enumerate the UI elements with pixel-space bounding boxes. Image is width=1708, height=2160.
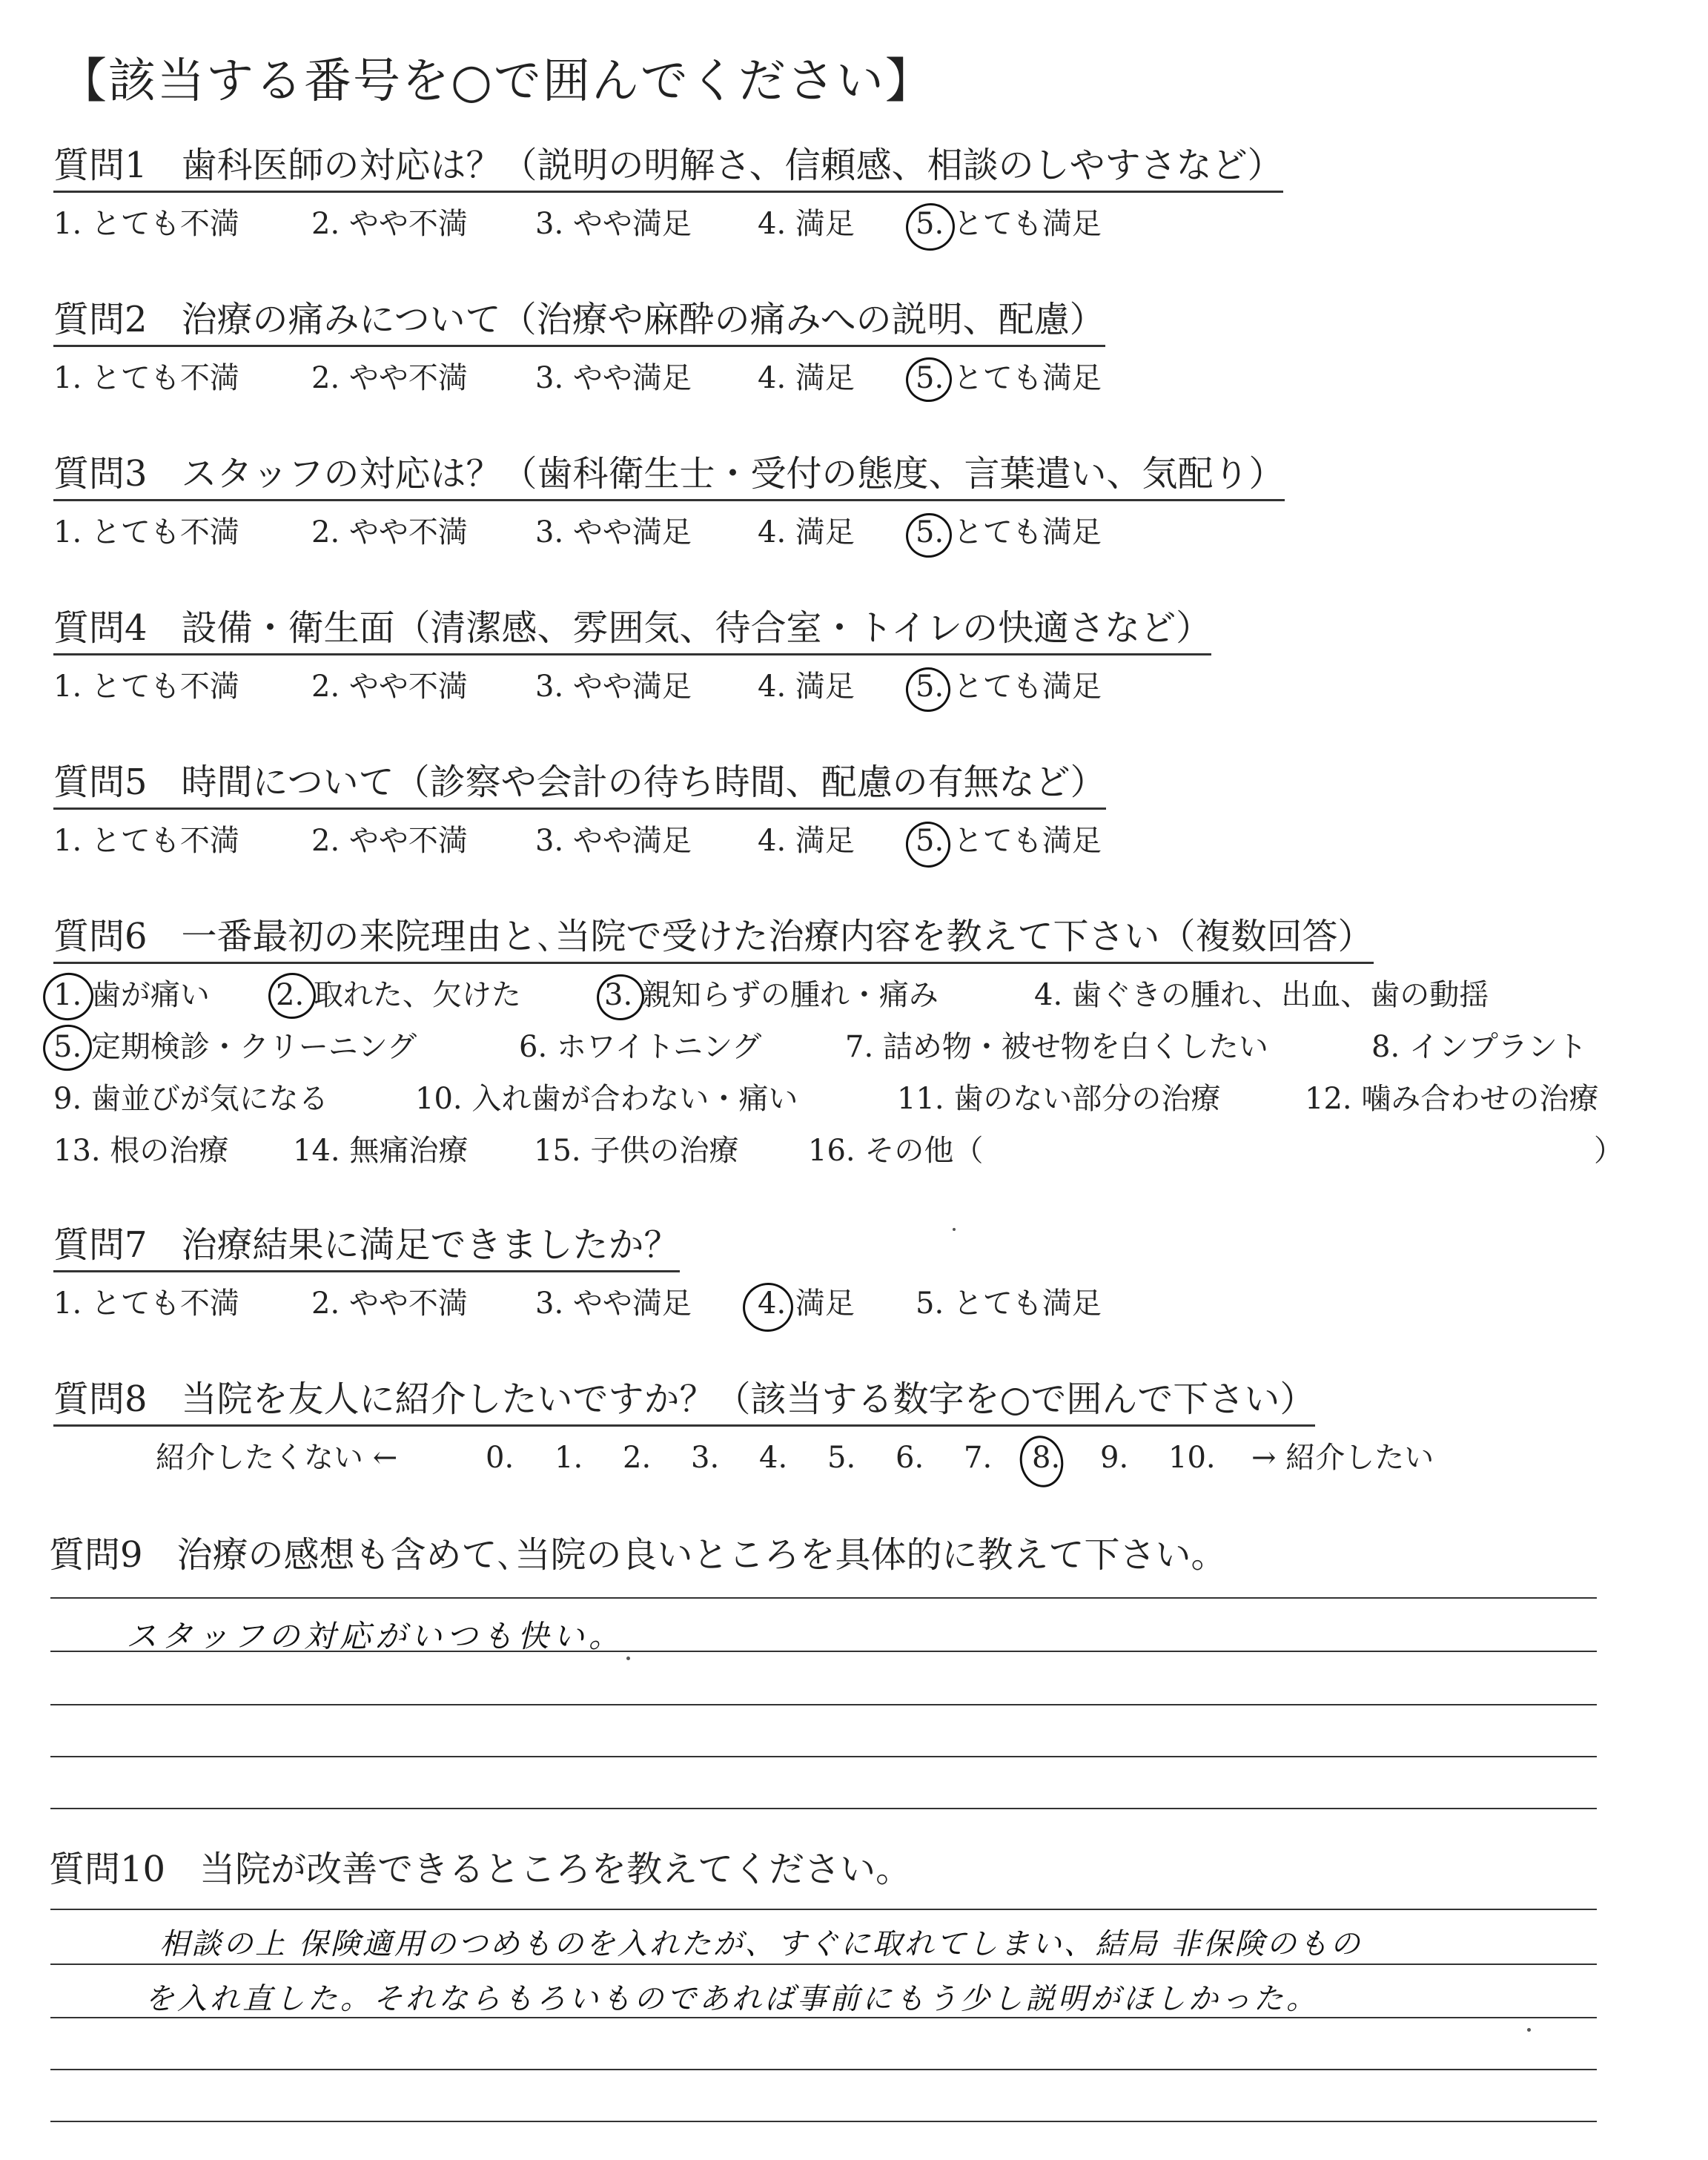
q2-option-4[interactable]: 4. 満足 (758, 361, 855, 395)
question-4-options (0, 672, 1708, 709)
q7-option-1[interactable]: 1. とても不満 (53, 1287, 239, 1321)
q1-option-2[interactable]: 2. やや不満 (311, 207, 468, 241)
q6-selection-circle-1 (39, 968, 98, 1025)
question-10-number: 質問10 (49, 1849, 166, 1890)
q2-option-2[interactable]: 2. やや不満 (311, 361, 468, 395)
question-3-title (53, 454, 1285, 501)
q5-option-1[interactable]: 1. とても不満 (53, 824, 239, 858)
question-8-title (53, 1379, 1315, 1427)
q6-option-6[interactable]: 6. ホワイトニング (519, 1030, 762, 1064)
q8-option-8[interactable]: 8. (1032, 1441, 1061, 1475)
q5-option-3[interactable]: 3. やや満足 (535, 824, 692, 858)
q4-option-1[interactable]: 1. とても不満 (53, 670, 239, 704)
q3-option-5[interactable]: 5. とても満足 (916, 515, 1102, 549)
q8-option-7[interactable]: 7. (964, 1441, 993, 1475)
question-5-text: 時間について（診察や会計の待ち時間、配慮の有無など） (181, 762, 1106, 803)
question-7-text: 治療結果に満足できましたか？ (181, 1224, 680, 1266)
q10-handwritten-answer-line-1[interactable]: 相談の上 保険適用のつめものを入れたが、すぐに取れてしまい、結局 非保険のもの (159, 1927, 1363, 1961)
q8-option-3[interactable]: 3. (691, 1441, 720, 1475)
q6-option-10[interactable]: 10. 入れ歯が合わない・痛い (415, 1082, 798, 1116)
instruction-header: 【該当する番号を○で囲んでください】 (59, 54, 934, 109)
question-9-text: 治療の感想も含めて､当院の良いところを具体的に教えて下さい。 (176, 1534, 1227, 1576)
q4-option-4[interactable]: 4. 満足 (758, 670, 855, 704)
q5-option-2[interactable]: 2. やや不満 (311, 824, 468, 858)
q8-option-10[interactable]: 10. (1168, 1441, 1216, 1475)
q7-option-5[interactable]: 5. とても満足 (916, 1287, 1102, 1321)
q5-option-4[interactable]: 4. 満足 (758, 824, 855, 858)
question-6-text: 一番最初の来院理由と､当院で受けた治療内容を教えて下さい（複数回答） (181, 916, 1374, 957)
q3-option-3[interactable]: 3. やや満足 (535, 515, 692, 549)
q9-handwritten-answer[interactable]: スタッフの対応がいつも快い。 (126, 1618, 625, 1654)
question-4-text: 設備・衛生面（清潔感、雰囲気、待合室・トイレの快適さなど） (181, 607, 1212, 649)
q6-selection-circle-5 (39, 1020, 96, 1075)
q7-option-2[interactable]: 2. やや不満 (311, 1287, 468, 1321)
q8-option-9[interactable]: 9. (1100, 1441, 1129, 1475)
question-1-number: 質問1 (53, 145, 148, 186)
q3-option-1[interactable]: 1. とても不満 (53, 515, 239, 549)
question-8-text: 当院を友人に紹介したいですか？（該当する数字を○で囲んで下さい） (181, 1378, 1316, 1420)
question-10-text: 当院が改善できるところを教えてください。 (199, 1849, 912, 1890)
q9-answer-line-4 (50, 1756, 1597, 1757)
q8-option-6[interactable]: 6. (896, 1441, 924, 1475)
q6-option-2[interactable]: 2. 取れた、欠けた (276, 978, 521, 1012)
question-4-number: 質問4 (53, 607, 148, 649)
q6-option-16-close-paren: ） (1594, 1134, 1623, 1168)
q6-option-8[interactable]: 8. インプラント (1371, 1030, 1587, 1064)
q10-answer-line-1 (50, 1909, 1597, 1910)
question-4-title (53, 608, 1211, 655)
q9-answer-line-1 (50, 1597, 1597, 1599)
q7-option-4[interactable]: 4. 満足 (758, 1287, 855, 1321)
question-2-title (53, 300, 1105, 347)
question-2-number: 質問2 (53, 299, 148, 340)
q10-answer-line-2 (50, 1964, 1597, 1965)
q9-answer-line-5 (50, 1808, 1597, 1809)
q8-option-5[interactable]: 5. (827, 1441, 856, 1475)
q6-selection-circle-2 (264, 968, 320, 1023)
q1-option-4[interactable]: 4. 満足 (758, 207, 855, 241)
question-2-text: 治療の痛みについて（治療や麻酔の痛みへの説明、配慮） (181, 299, 1105, 340)
q7-option-3[interactable]: 3. やや満足 (535, 1287, 692, 1321)
q3-option-4[interactable]: 4. 満足 (758, 515, 855, 549)
q8-option-4[interactable]: 4. (759, 1441, 788, 1475)
stray-mark (626, 1657, 630, 1660)
q6-option-3[interactable]: 3. 親知らずの腫れ・痛み (604, 978, 939, 1012)
q4-option-3[interactable]: 3. やや満足 (535, 670, 692, 704)
question-5-number: 質問5 (53, 762, 148, 803)
q8-option-2[interactable]: 2. (623, 1441, 652, 1475)
question-9-number: 質問9 (49, 1534, 143, 1576)
q6-option-16[interactable]: 16. その他（ (808, 1134, 984, 1168)
question-7-title (53, 1225, 680, 1272)
q6-option-11[interactable]: 11. 歯のない部分の治療 (897, 1082, 1221, 1116)
question-6-options (0, 980, 1708, 1188)
stray-mark (953, 1228, 956, 1231)
q6-option-12[interactable]: 12. 噛み合わせの治療 (1305, 1082, 1599, 1116)
q6-option-1[interactable]: 1. 歯が痛い (53, 978, 210, 1012)
question-3-text: スタッフの対応は？（歯科衛生士・受付の態度、言葉遣い、気配り） (181, 453, 1285, 495)
q4-option-2[interactable]: 2. やや不満 (311, 670, 468, 704)
q2-option-3[interactable]: 3. やや満足 (535, 361, 692, 395)
question-9-title (49, 1535, 1227, 1580)
question-8-scale (0, 1443, 1708, 1480)
q6-option-15[interactable]: 15. 子供の治療 (534, 1134, 739, 1168)
q2-option-1[interactable]: 1. とても不満 (53, 361, 239, 395)
question-3-number: 質問3 (53, 453, 148, 495)
q8-right-label: → 紹介したい (1251, 1441, 1434, 1475)
q6-option-14[interactable]: 14. 無痛治療 (293, 1134, 469, 1168)
question-8-number: 質問8 (53, 1378, 148, 1420)
q1-option-5[interactable]: 5. とても満足 (916, 207, 1102, 241)
q1-option-3[interactable]: 3. やや満足 (535, 207, 692, 241)
question-7-number: 質問7 (53, 1224, 148, 1266)
q6-option-7[interactable]: 7. 詰め物・被せ物を白くしたい (845, 1030, 1268, 1064)
q10-handwritten-answer-line-2[interactable]: を入れ直した。それならもろいものであれば事前にもう少し説明がほしかった。 (145, 1982, 1319, 2016)
q6-option-5[interactable]: 5. 定期検診・クリーニング (53, 1030, 417, 1064)
q3-option-2[interactable]: 2. やや不満 (311, 515, 468, 549)
question-3-options (0, 515, 1708, 555)
question-5-title (53, 762, 1106, 810)
question-2-options (0, 363, 1708, 400)
q2-option-5[interactable]: 5. とても満足 (916, 361, 1102, 395)
question-6-number: 質問6 (53, 916, 148, 957)
q1-option-1[interactable]: 1. とても不満 (53, 207, 239, 241)
question-7-options (0, 1289, 1708, 1326)
question-1-title (53, 145, 1283, 193)
q9-answer-line-3 (50, 1704, 1597, 1705)
question-6-title (53, 916, 1374, 964)
q6-option-13[interactable]: 13. 根の治療 (53, 1134, 229, 1168)
q8-option-1[interactable]: 1. (555, 1441, 583, 1475)
q10-answer-line-4 (50, 2069, 1597, 2070)
question-5-options (0, 826, 1708, 863)
q6-option-4[interactable]: 4. 歯ぐきの腫れ、出血、歯の動揺 (1034, 978, 1489, 1012)
q10-answer-line-5 (50, 2121, 1597, 2122)
q6-option-9[interactable]: 9. 歯並びが気になる (53, 1082, 328, 1116)
q8-left-label: 紹介したくない ← (156, 1441, 398, 1475)
question-1-text: 歯科医師の対応は？（説明の明解さ、信頼感、相談のしやすさなど） (181, 145, 1283, 186)
q8-option-0[interactable]: 0. (486, 1441, 514, 1475)
q4-option-5[interactable]: 5. とても満足 (916, 670, 1102, 704)
question-1-options (0, 209, 1708, 246)
stray-mark (1527, 2028, 1531, 2032)
question-10-title (49, 1849, 911, 1895)
q5-option-5[interactable]: 5. とても満足 (916, 824, 1102, 858)
